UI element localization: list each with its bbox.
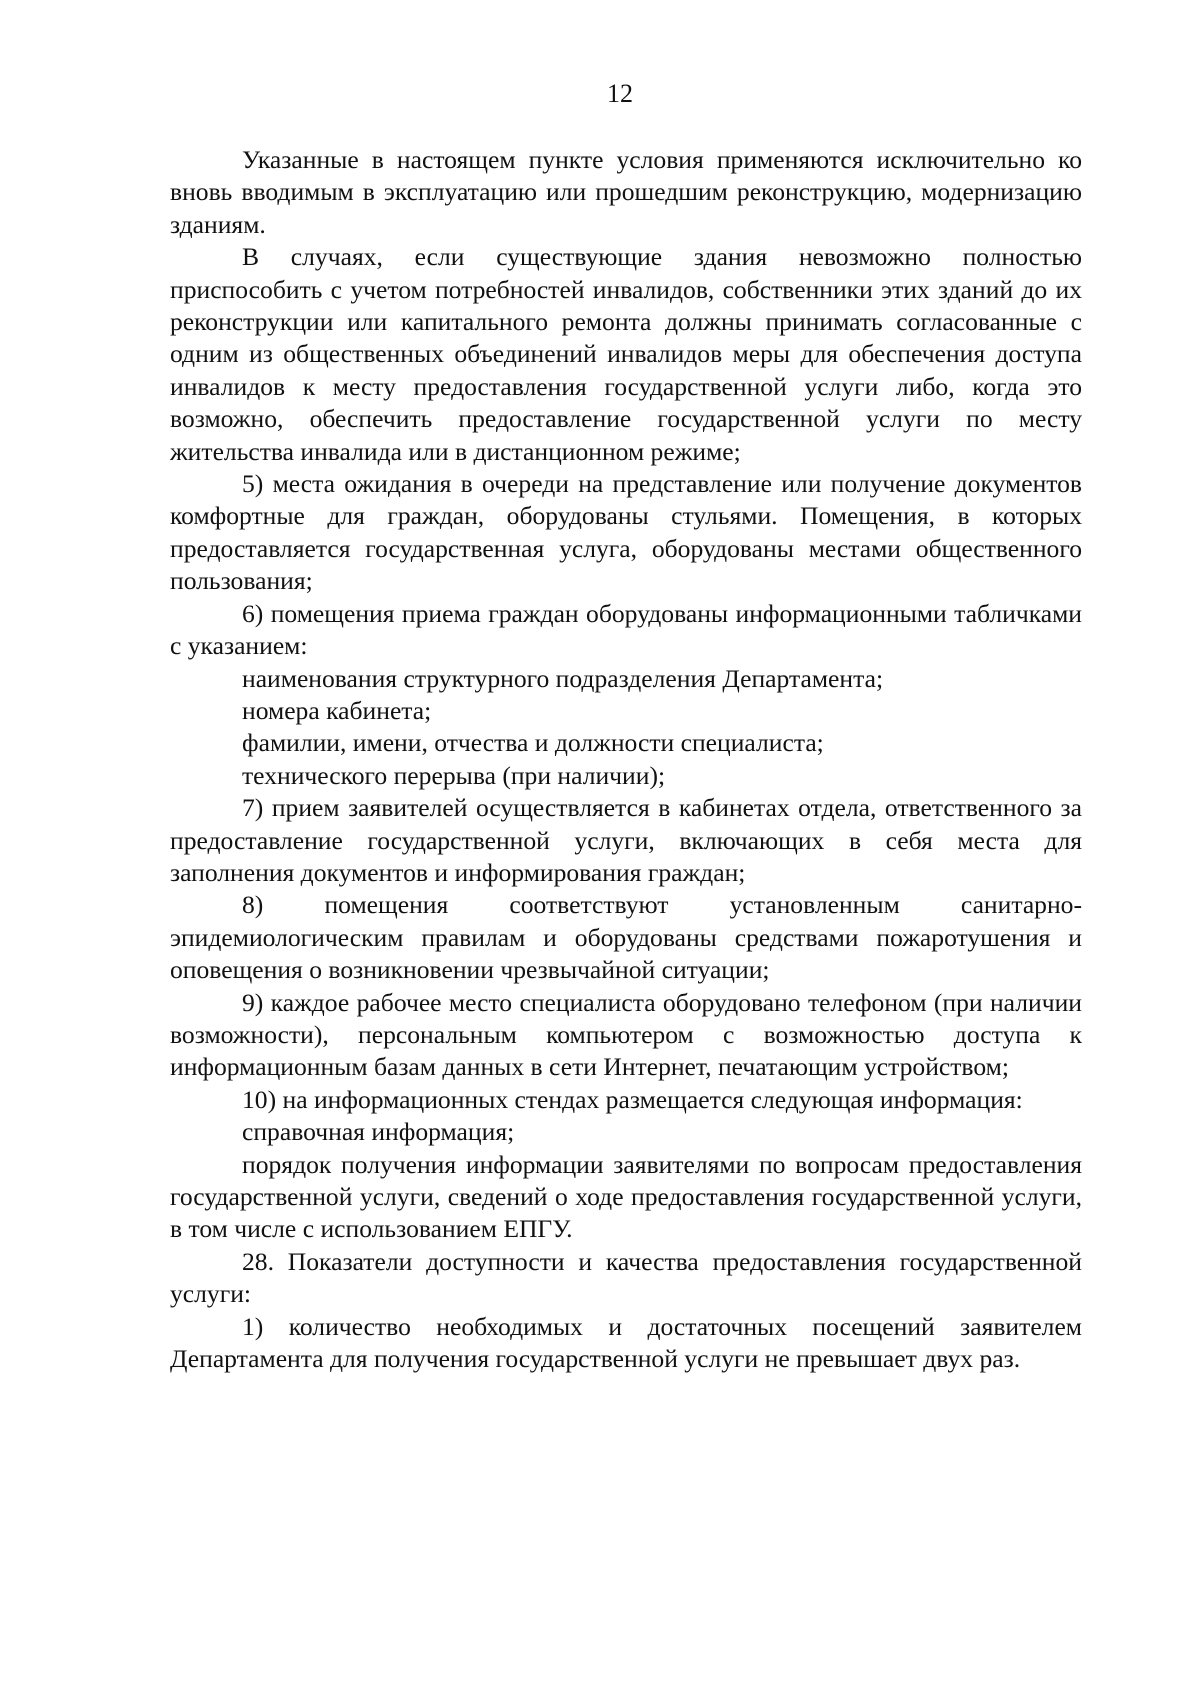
- paragraph: 5) места ожидания в очереди на представление или получение документов комфортные для граждан, оборудованы стульями. Помещения, в которых предоставляется государственная услуга, оборудованы местами общественного пользования;: [170, 469, 1082, 596]
- paragraph: Указанные в настоящем пункте условия применяются исключительно ко вновь вводимым в эксплуатацию или прошедшим реконструкцию, модернизацию зданиям.: [170, 145, 1082, 239]
- list-line: справочная информация;: [242, 1117, 515, 1147]
- paragraph: 9) каждое рабочее место специалиста оборудовано телефоном (при наличии возможности), персональным компьютером с возможностью доступа к информационным базам данных в сети Интернет, печатающим устройством;: [170, 987, 1082, 1082]
- paragraph: 7) прием заявителей осуществляется в кабинетах отдела, ответственного за предоставление государственной услуги, включающих в себя места для заполнения документов и информирования граждан;: [170, 793, 1082, 887]
- paragraph: В случаях, если существующие здания невозможно полностью приспособить с учетом потребностей инвалидов, собственники этих зданий до их реконструкции или капитального ремонта должны принимать согласованные с одним из общественных объединений инвалидов меры для обеспечения доступа инвалидов к месту предоставления государственной услуги либо, когда это возможно, обеспечить предоставление государственной услуги по месту жительства инвалида или в дистанционном режиме;: [170, 242, 1082, 466]
- list-line: наименования структурного подразделения Департамента;: [242, 663, 884, 693]
- paragraph: порядок получения информации заявителями по вопросам предоставления государственной услуги, сведений о ходе предоставления государственной услуги, в том числе с использованием ЕПГУ.: [170, 1149, 1082, 1244]
- list-line: номера кабинета;: [242, 695, 432, 725]
- paragraph: 6) помещения приема граждан оборудованы информационными табличками с указанием:: [170, 598, 1082, 661]
- paragraph: 8) помещения соответствуют установленным санитарно-эпидемиологическим правилам и оборудованы средствами пожаротушения и оповещения о возникновении чрезвычайной ситуации;: [170, 890, 1082, 985]
- list-line: технического перерыва (при наличии);: [242, 760, 666, 790]
- paragraph: 1) количество необходимых и достаточных посещений заявителем Департамента для получения государственной услуги не превышает двух раз.: [170, 1311, 1082, 1374]
- page-number: 12: [607, 79, 633, 108]
- section-heading: 28. Показатели доступности и качества предоставления государственной услуги:: [170, 1246, 1082, 1309]
- paragraph: 10) на информационных стендах размещается следующая информация:: [242, 1084, 1023, 1114]
- list-line: фамилии, имени, отчества и должности специалиста;: [242, 728, 824, 758]
- document-body: [170, 144, 1082, 1375]
